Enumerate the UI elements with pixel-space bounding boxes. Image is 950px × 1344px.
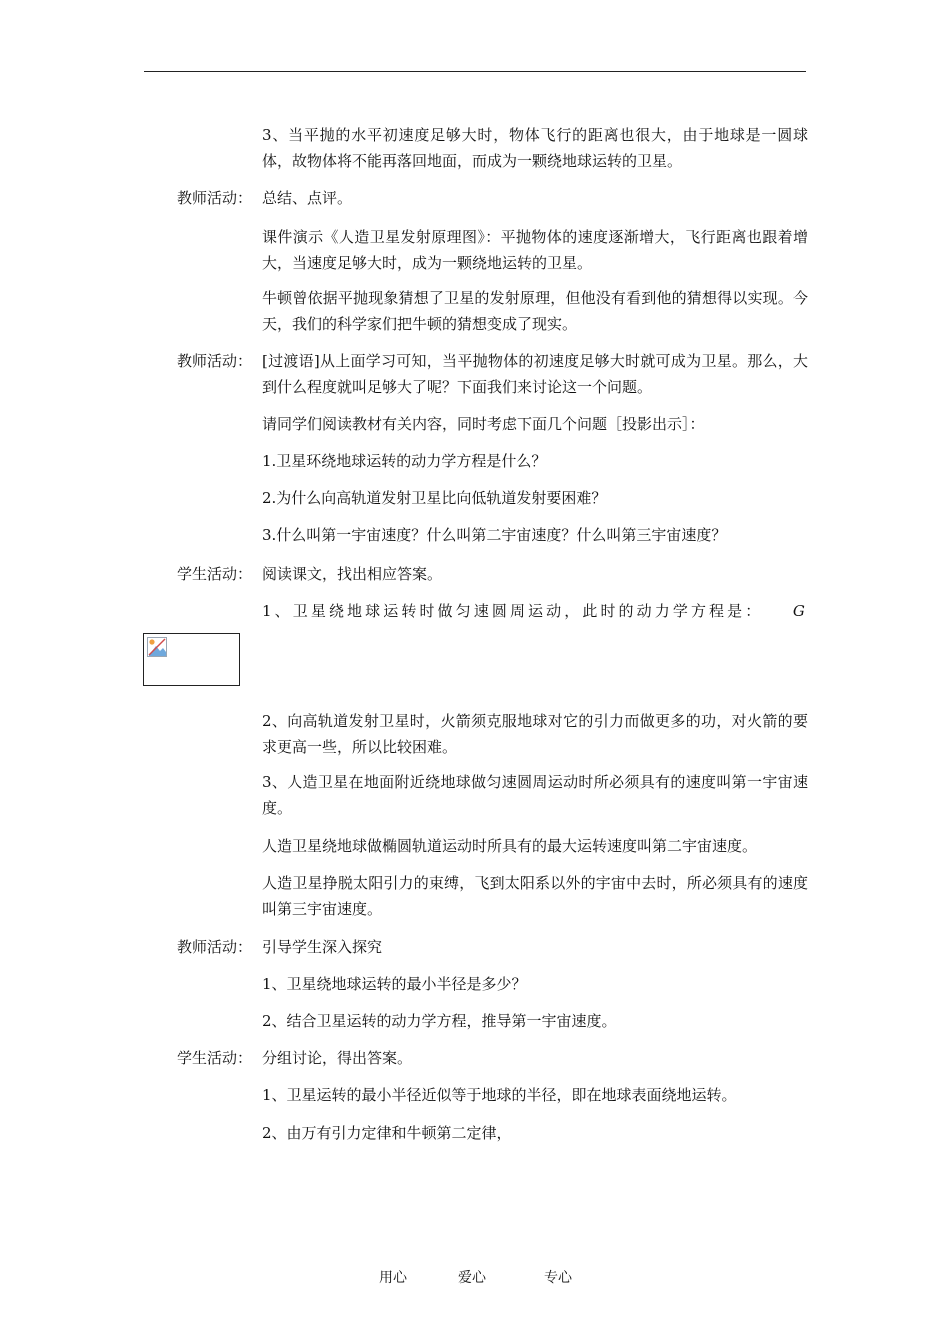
paragraph-orbit-explanation: 3、当平抛的水平初速度足够大时，物体飞行的距离也很大，由于地球是一圆球体，故物体将不能再落回地面，而成为一颗绕地球运转的卫星。: [262, 126, 808, 170]
activity-text: [过渡语]从上面学习可知，当平抛物体的初速度足够大时就可成为卫星。那么，大到什么程度就叫足够大了呢？下面我们来讨论这一个问题。: [262, 352, 808, 396]
paragraph-courseware-demo: 课件演示《人造卫星发射原理图》：平抛物体的速度逐渐增大，飞行距离也跟着增大，当速度足够大时，成为一颗绕地运转的卫星。: [262, 228, 808, 272]
footer-word-3: 专心: [544, 1270, 572, 1286]
role-label: 教师活动：: [177, 189, 253, 207]
student-activity-2: [177, 1045, 808, 1071]
teacher-activity-2: [177, 348, 808, 400]
question-2: 2.为什么向高轨道发射卫星比向低轨道发射要困难？: [262, 489, 607, 507]
footer-word-1: 用心: [379, 1270, 407, 1286]
equation-variable-g: G: [792, 602, 808, 620]
discussion-answer-2: 2、由万有引力定律和牛顿第二定律，: [262, 1124, 512, 1142]
footer-word-2: 爱心: [458, 1270, 486, 1286]
broken-image-icon: [147, 637, 167, 657]
paragraph-newton: 牛顿曾依据平抛现象猜想了卫星的发射原理，但他没有看到他的猜想得以实现。今天，我们的科学家们把牛顿的猜想变成了现实。: [262, 289, 808, 333]
role-label: 学生活动：: [177, 565, 253, 583]
student-activity-1: [177, 561, 808, 587]
answer-5: 人造卫星挣脱太阳引力的束缚，飞到太阳系以外的宇宙中去时，所必须具有的速度叫第三宇宙速度。: [262, 874, 808, 918]
inquiry-question-1: 1、卫星绕地球运转的最小半径是多少？: [262, 975, 527, 993]
answer-3: 3、人造卫星在地面附近绕地球做匀速圆周运动时所必须具有的速度叫第一宇宙速度。: [262, 773, 808, 817]
teacher-activity-3: [177, 934, 808, 960]
discussion-answer-1: 1、卫星运转的最小半径近似等于地球的半径，即在地球表面绕地运转。: [262, 1086, 737, 1104]
teacher-activity-1: [177, 185, 808, 211]
answer-1: [262, 598, 808, 624]
question-1: 1.卫星环绕地球运转的动力学方程是什么？: [262, 452, 547, 470]
equation-image-placeholder: [143, 633, 240, 686]
role-label: 教师活动：: [177, 352, 253, 370]
role-label: 学生活动：: [177, 1049, 253, 1067]
answer-1-text: 1、卫星绕地球运转时做匀速圆周运动，此时的动力学方程是：: [262, 602, 764, 620]
activity-text: 引导学生深入探究: [262, 938, 383, 956]
activity-text: 总结、点评。: [262, 189, 353, 207]
activity-text: 阅读课文，找出相应答案。: [262, 565, 443, 583]
paragraph-reading-task: 请同学们阅读教材有关内容，同时考虑下面几个问题［投影出示］：: [262, 415, 705, 433]
header-rule: [144, 71, 806, 72]
inquiry-question-2: 2、结合卫星运转的动力学方程，推导第一宇宙速度。: [262, 1012, 617, 1030]
question-3: 3.什么叫第一宇宙速度？什么叫第二宇宙速度？什么叫第三宇宙速度？: [262, 526, 727, 544]
role-label: 教师活动：: [177, 938, 253, 956]
answer-2: 2、向高轨道发射卫星时，火箭须克服地球对它的引力而做更多的功，对火箭的要求更高一些，所以比较困难。: [262, 712, 808, 756]
activity-text: 分组讨论，得出答案。: [262, 1049, 413, 1067]
answer-4: 人造卫星绕地球做椭圆轨道运动时所具有的最大运转速度叫第二宇宙速度。: [262, 837, 758, 855]
